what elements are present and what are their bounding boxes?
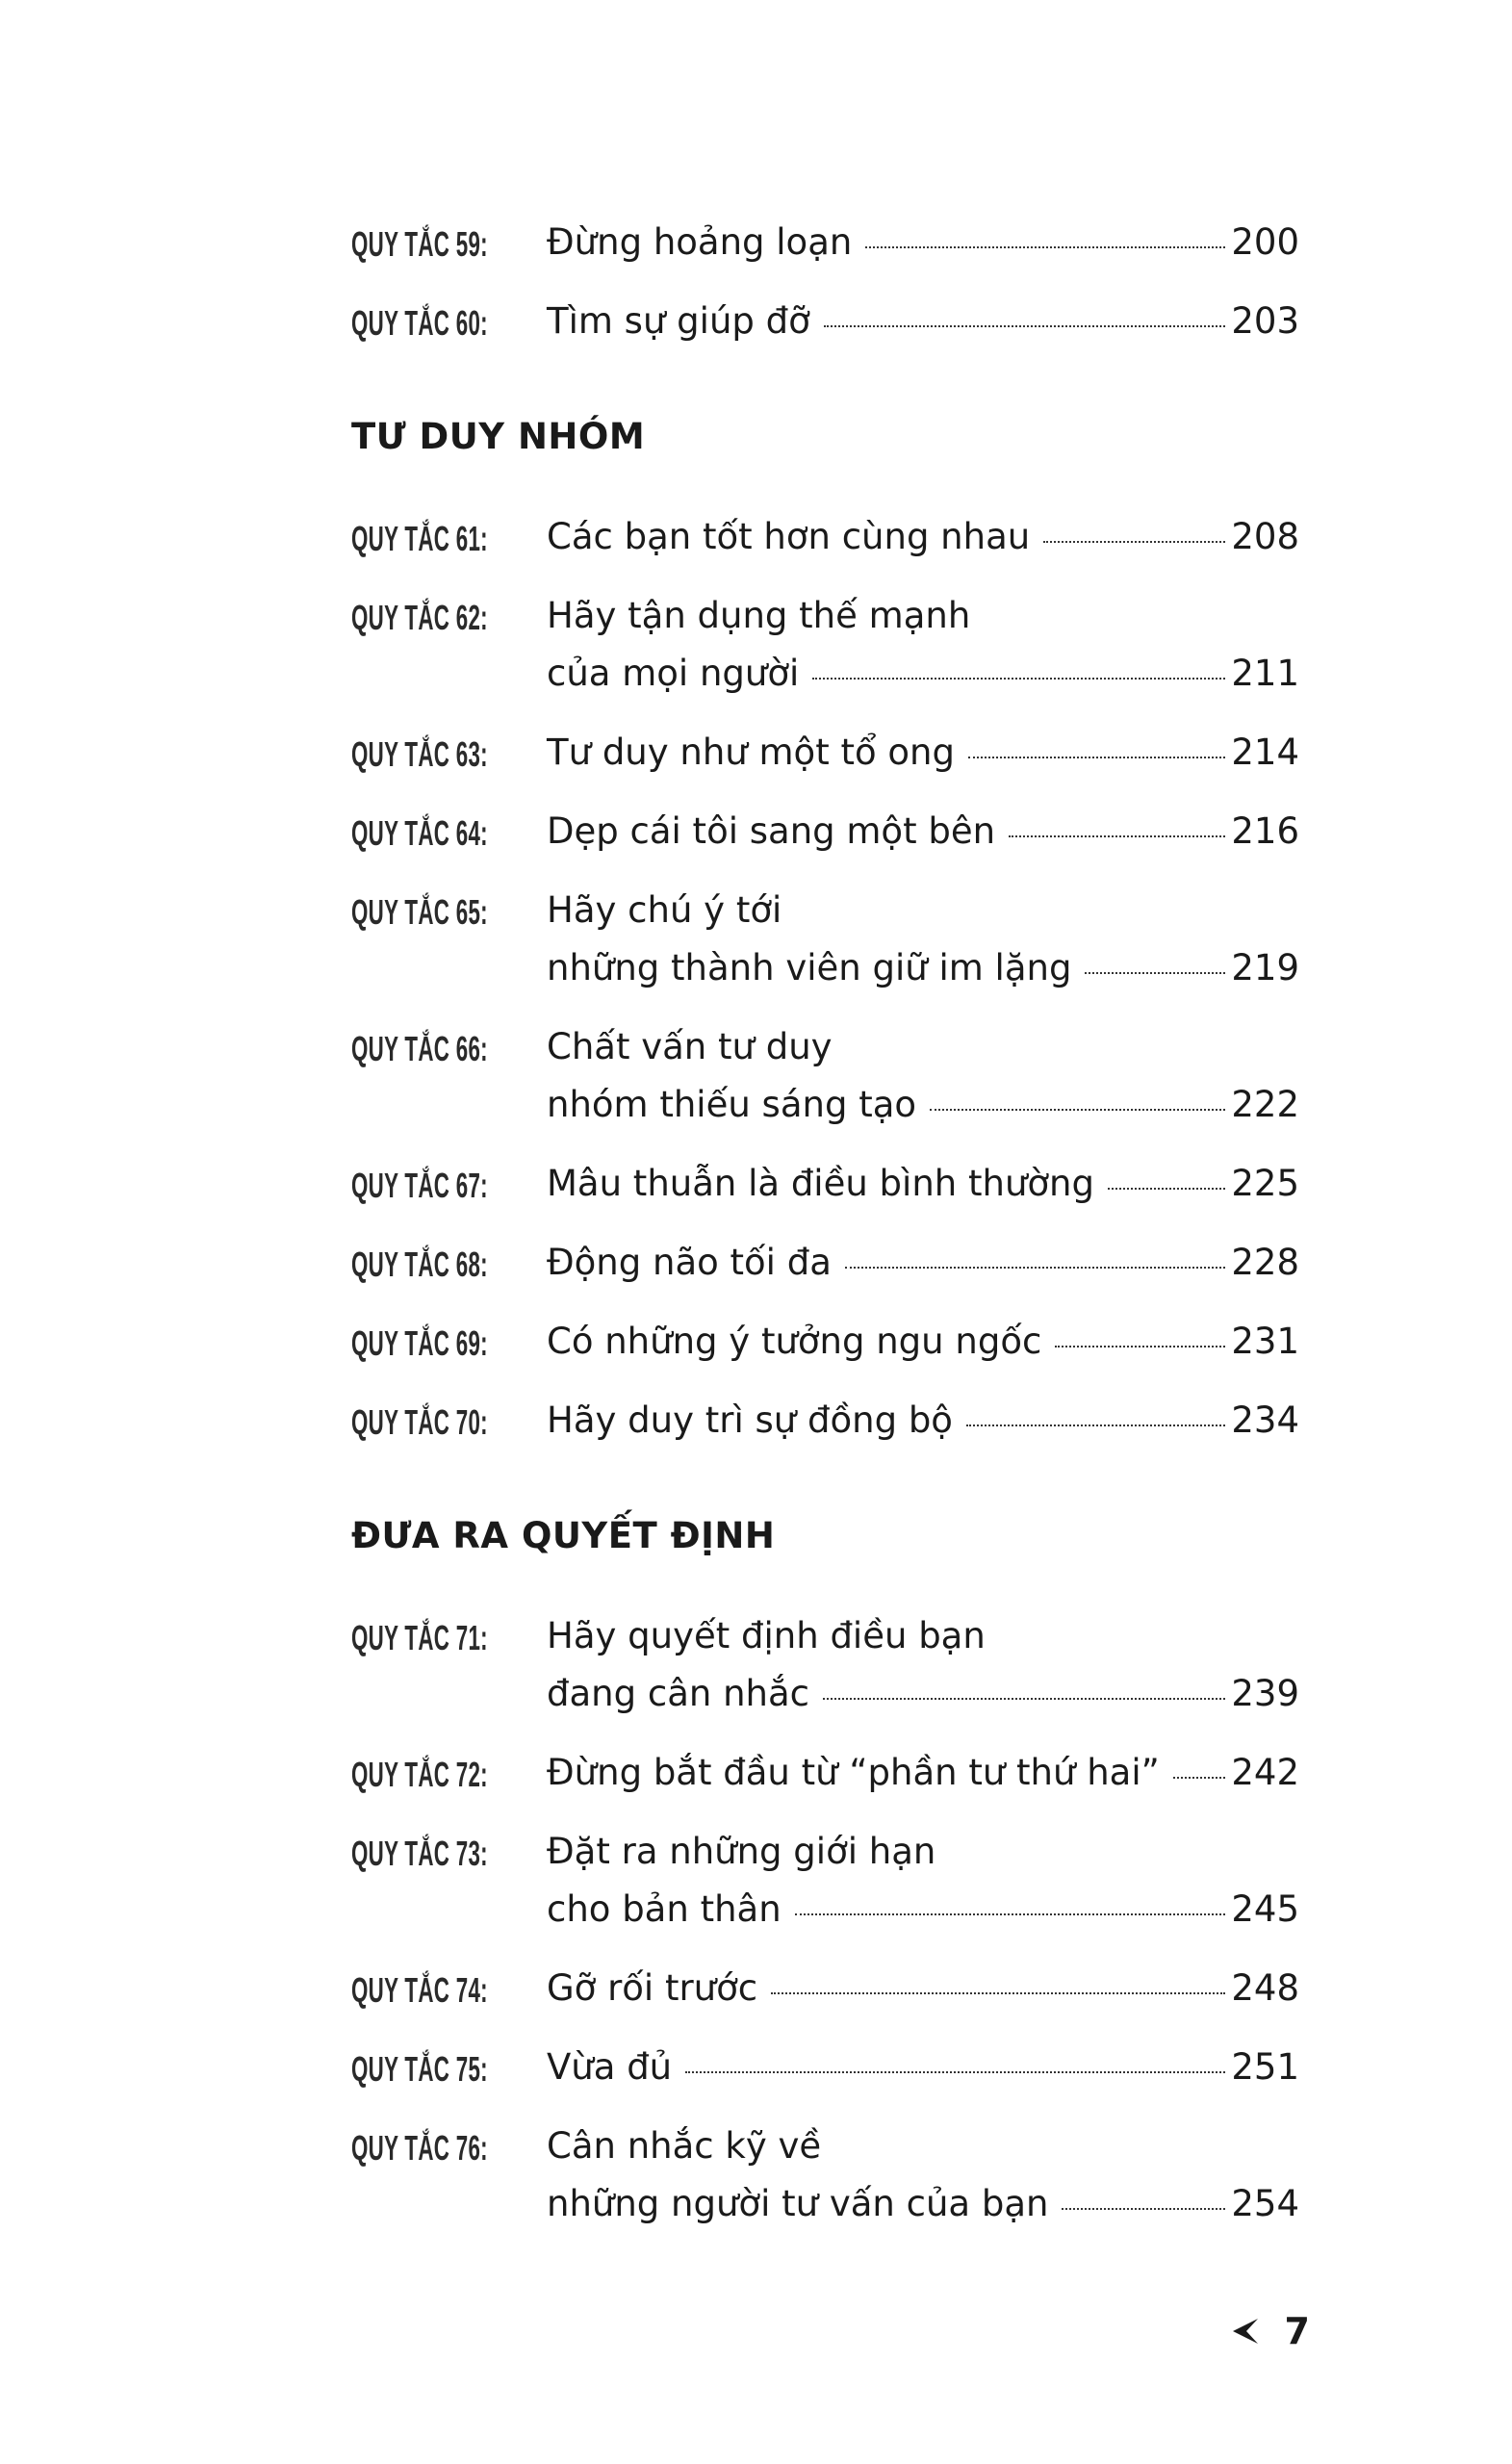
dot-leader [1173, 1777, 1226, 1779]
dot-leader [845, 1267, 1226, 1269]
entry-title: Gỡ rối trước [547, 1967, 758, 2009]
rule-label: QUY TẮC 75: [351, 2049, 488, 2089]
entry-title: Mâu thuẫn là điều bình thường [547, 1163, 1094, 1204]
entry-title: Các bạn tốt hơn cùng nhau [547, 516, 1031, 557]
entry-title-continued: những thành viên giữ im lặng [547, 947, 1072, 988]
dot-leader [1085, 972, 1225, 974]
dot-leader [1108, 1188, 1225, 1190]
dot-leader [1055, 1346, 1225, 1348]
page-ref: 245 [1231, 1888, 1299, 1930]
entry-title-continued: cho bản thân [547, 1888, 782, 1930]
rule-label: QUY TẮC 63: [351, 734, 488, 774]
dot-leader [1043, 541, 1225, 543]
entry-title: Đừng bắt đầu từ “phần tư thứ hai” [547, 1752, 1160, 1793]
entry-title: Tư duy như một tổ ong [547, 732, 955, 773]
entry-title-continued: những người tư vấn của bạn [547, 2183, 1049, 2224]
rule-label: QUY TẮC 72: [351, 1755, 488, 1794]
dot-leader [685, 2071, 1225, 2073]
entry-title: Động não tối đa [547, 1242, 832, 1283]
entry-title: Hãy duy trì sự đồng bộ [547, 1399, 953, 1441]
section-heading: TƯ DUY NHÓM [351, 416, 646, 457]
entry-title: Đặt ra những giới hạn [547, 1831, 936, 1872]
page-ref: 239 [1231, 1673, 1299, 1714]
page-ref: 211 [1231, 653, 1299, 694]
dot-leader [812, 678, 1225, 680]
page-ref: 231 [1231, 1321, 1299, 1362]
entry-title: Vừa đủ [547, 2046, 673, 2088]
dot-leader [865, 246, 1225, 248]
rule-label: QUY TẮC 76: [351, 2128, 488, 2168]
dot-leader [771, 1992, 1225, 1994]
entry-title-continued: của mọi người [547, 653, 800, 694]
rule-label: QUY TẮC 71: [351, 1618, 488, 1657]
rule-label: QUY TẮC 60: [351, 303, 488, 343]
entry-title-continued: nhóm thiếu sáng tạo [547, 1084, 917, 1125]
page-ref: 234 [1231, 1399, 1299, 1441]
rule-label: QUY TẮC 64: [351, 813, 488, 853]
page-ref: 254 [1231, 2183, 1299, 2224]
rule-label: QUY TẮC 61: [351, 519, 488, 558]
rule-label: QUY TẮC 69: [351, 1323, 488, 1363]
entry-title: Tìm sự giúp đỡ [547, 300, 810, 342]
page-ref: 208 [1231, 516, 1299, 557]
page-ref: 203 [1231, 300, 1299, 342]
rule-label: QUY TẮC 66: [351, 1029, 488, 1068]
dot-leader [824, 325, 1226, 327]
dot-leader [1062, 2208, 1225, 2210]
rule-label: QUY TẮC 70: [351, 1402, 488, 1442]
entry-title: Có những ý tưởng ngu ngốc [547, 1321, 1042, 1362]
arrow-left-icon [1229, 2315, 1262, 2348]
entry-title: Hãy quyết định điều bạn [547, 1615, 986, 1656]
page-ref: 219 [1231, 947, 1299, 988]
dot-leader [930, 1109, 1225, 1111]
rule-label: QUY TẮC 73: [351, 1834, 488, 1873]
rule-label: QUY TẮC 62: [351, 598, 488, 637]
page-ref: 222 [1231, 1084, 1299, 1125]
rule-label: QUY TẮC 65: [351, 892, 488, 932]
dot-leader [968, 757, 1225, 758]
dot-leader [795, 1913, 1226, 1915]
page-number: 7 [1284, 2310, 1310, 2352]
dot-leader [966, 1424, 1225, 1426]
rule-label: QUY TẮC 74: [351, 1970, 488, 2010]
page-ref: 242 [1231, 1752, 1299, 1793]
dot-leader [1009, 835, 1225, 837]
entry-title: Dẹp cái tôi sang một bên [547, 810, 996, 852]
entry-title: Đừng hoảng loạn [547, 221, 853, 263]
rule-label: QUY TẮC 68: [351, 1245, 488, 1284]
page-ref: 200 [1231, 221, 1299, 263]
page-ref: 214 [1231, 732, 1299, 773]
entry-title: Hãy tận dụng thế mạnh [547, 595, 971, 636]
rule-label: QUY TẮC 67: [351, 1166, 488, 1205]
entry-title: Cân nhắc kỹ về [547, 2125, 822, 2167]
page-ref: 248 [1231, 1967, 1299, 2009]
page-ref: 216 [1231, 810, 1299, 852]
entry-title: Hãy chú ý tới [547, 889, 782, 931]
page-ref: 251 [1231, 2046, 1299, 2088]
entry-title-continued: đang cân nhắc [547, 1673, 810, 1714]
page-ref: 228 [1231, 1242, 1299, 1283]
rule-label: QUY TẮC 59: [351, 224, 488, 264]
entry-title: Chất vấn tư duy [547, 1026, 833, 1067]
section-heading: ĐƯA RA QUYẾT ĐỊNH [351, 1515, 776, 1556]
page-ref: 225 [1231, 1163, 1299, 1204]
page-footer [1229, 2310, 1310, 2352]
dot-leader [823, 1698, 1225, 1700]
